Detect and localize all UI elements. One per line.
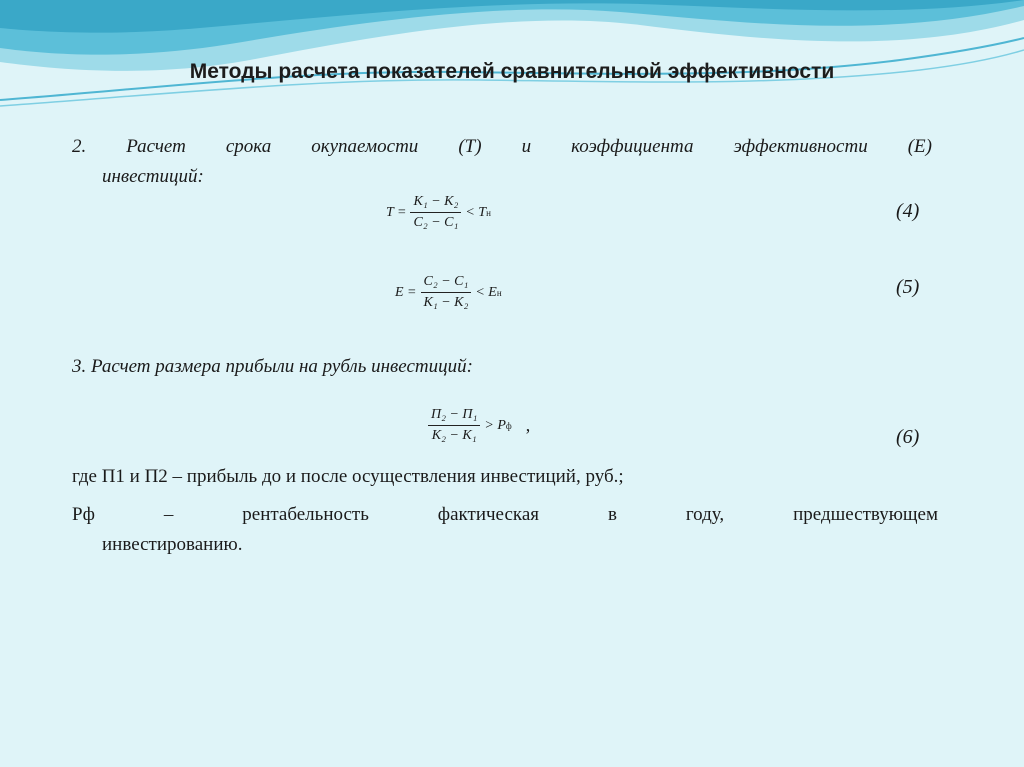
formula-6-numerator: П₂ − П₁: [428, 407, 480, 426]
formula-5-rhs-subscript: н: [496, 287, 502, 298]
formula-6-rhs: > P: [484, 417, 506, 433]
formula-4-number: (4): [896, 200, 920, 222]
formula-6-comma: ,: [525, 415, 531, 435]
formula-5-number: (5): [896, 276, 920, 298]
formula-4-denominator: C₂ − C₁: [413, 215, 459, 230]
item-3: 3. Расчет размера прибыли на рубль инвестиций:: [72, 356, 473, 377]
rf-line2: инвестированию.: [102, 534, 243, 555]
formula-5-lhs: E =: [395, 284, 417, 300]
formula-6: [424, 407, 530, 444]
item-2-line1: 2. Расчет срока окупаемости (T) и коэффициента эффективности (E): [72, 136, 932, 157]
formula-4-lhs: T =: [386, 204, 407, 220]
where-line: где П1 и П2 – прибыль до и после осуществления инвестиций, руб.;: [72, 466, 624, 487]
item-2-line2: инвестиций:: [102, 166, 204, 187]
formula-4-rhs-subscript: н: [486, 207, 491, 218]
formula-6-fraction: [428, 407, 480, 444]
formula-4-numerator: K₁ − K₂: [410, 194, 461, 213]
rf-line1: Рф – рентабельность фактическая в году, предшествующем: [72, 504, 938, 525]
formula-5-numerator: C₂ − C₁: [421, 274, 472, 293]
formula-5: [395, 274, 502, 311]
formula-5-rhs: < E: [475, 284, 497, 300]
formula-6-denominator: K₂ − K₁: [431, 428, 477, 443]
formula-6-rhs-subscript: ф: [505, 420, 512, 431]
slide-title: Методы расчета показателей сравнительной эффективности: [189, 60, 835, 83]
formula-4: [386, 194, 491, 231]
formula-6-number: (6): [896, 426, 920, 448]
formula-5-fraction: [421, 274, 472, 311]
formula-4-rhs: < T: [465, 204, 487, 220]
formula-5-denominator: K₁ − K₂: [423, 295, 469, 310]
formula-4-fraction: [410, 194, 461, 231]
